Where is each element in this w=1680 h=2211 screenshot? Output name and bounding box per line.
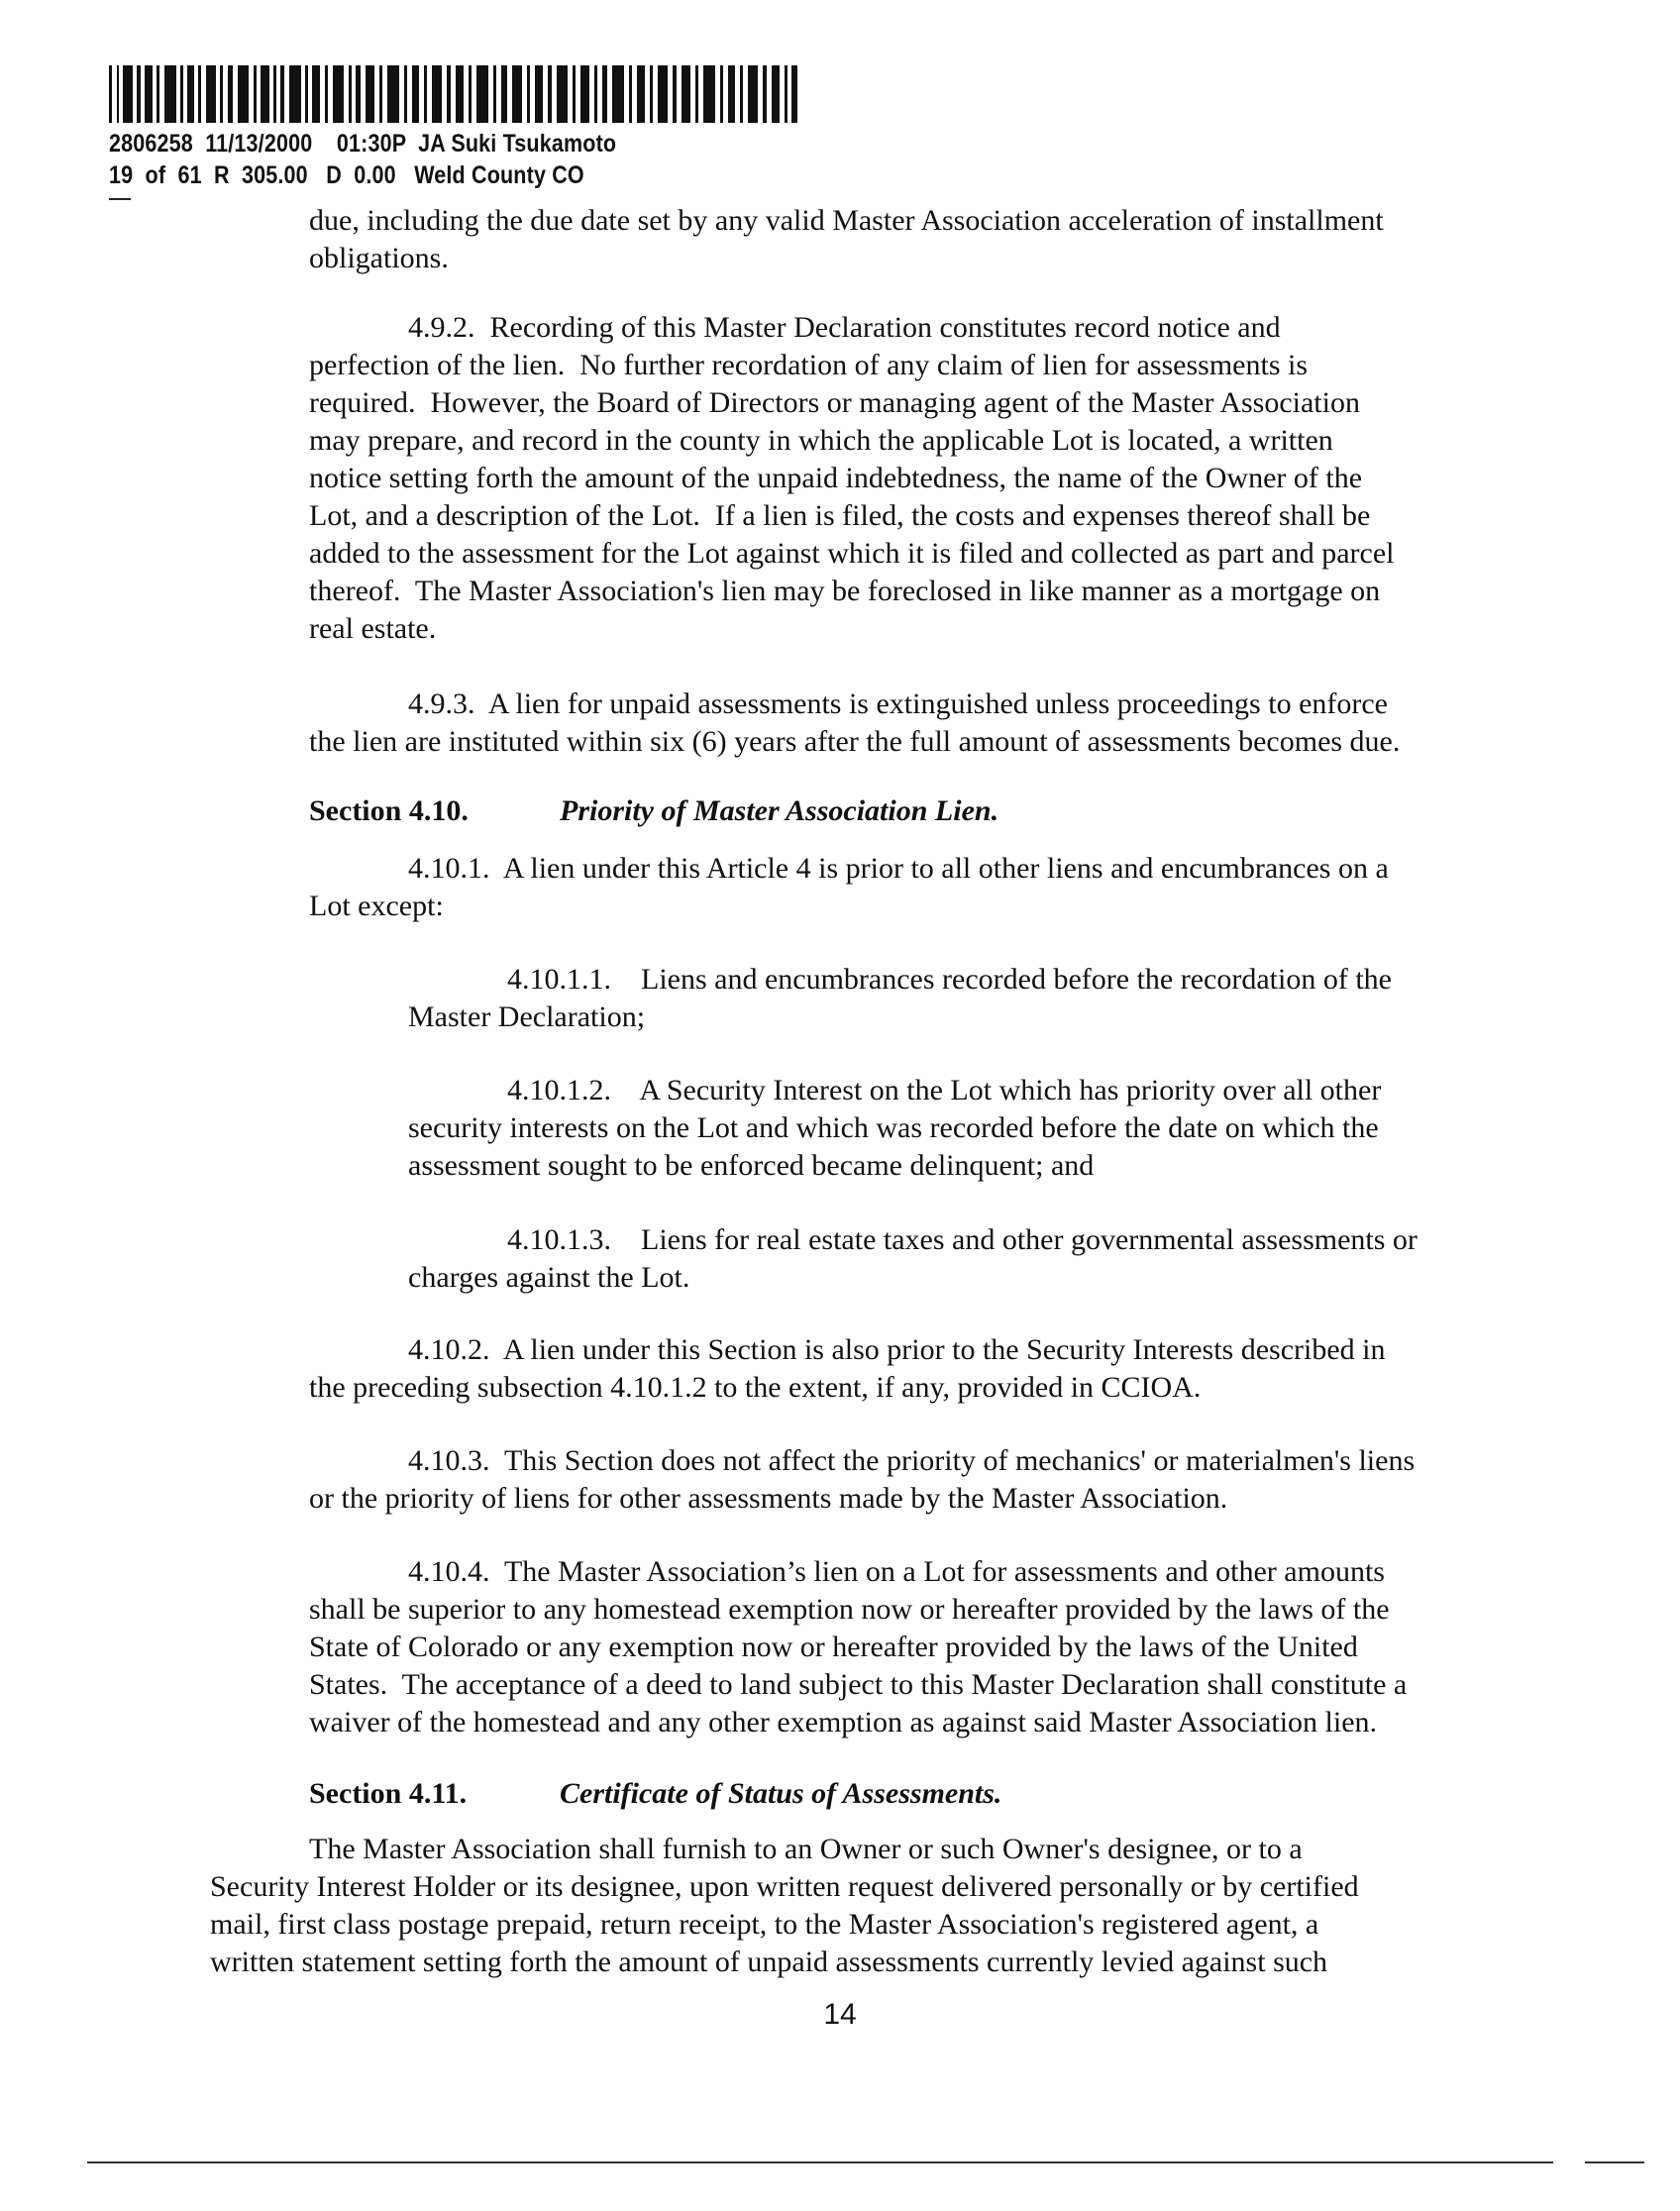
page-number: 14 (823, 1998, 857, 2031)
text-line: 4.10.1.2. A Security Interest on the Lot which has priority over all other (507, 1074, 1382, 1106)
text-line: added to the assessment for the Lot against which it is filed and collected as part and parcel (309, 537, 1395, 570)
footer-rule (87, 2161, 1553, 2163)
footer-rule-fragment (1585, 2161, 1644, 2163)
text-line: or the priority of liens for other assessments made by the Master Association. (309, 1482, 1228, 1515)
text-line: assessment sought to be enforced became delinquent; and (408, 1149, 1095, 1182)
text-line: perfection of the lien. No further recordation of any claim of lien for assessments is (309, 349, 1309, 381)
text-line: thereof. The Master Association's lien may be foreclosed in like manner as a mortgage on (309, 575, 1381, 607)
section-4-11-heading (309, 1775, 1001, 1813)
text-line: notice setting forth the amount of the unpaid indebtedness, the name of the Owner of the (309, 462, 1363, 494)
text-line: Lot except: (309, 890, 444, 922)
text-line: 4.10.1.3. Liens for real estate taxes and other governmental assessments or (507, 1223, 1418, 1256)
section-title: Certificate of Status of Assessments. (560, 1777, 1002, 1810)
text-line: due, including the due date set by any valid Master Association acceleration of installment (309, 204, 1384, 237)
section-number: Section 4.11. (309, 1777, 468, 1810)
text-line: may prepare, and record in the county in which the applicable Lot is located, a written (309, 424, 1333, 457)
text-line: 4.10.2. A lien under this Section is also prior to the Security Interests described in (408, 1333, 1386, 1366)
paragraph-4-9-3 (309, 685, 1400, 761)
recording-barcode (109, 65, 797, 123)
paragraph-4-11 (210, 1831, 1359, 1981)
text-line: States. The acceptance of a deed to land subject to this Master Declaration shall constitute a (309, 1668, 1408, 1701)
paragraph-4-10-2 (309, 1331, 1386, 1407)
paragraph-4-10-3 (309, 1442, 1415, 1518)
paragraph-4-10-1-2 (408, 1072, 1381, 1185)
text-line: charges against the Lot. (408, 1261, 690, 1294)
text-line: 4.10.1. A lien under this Article 4 is prior to all other liens and encumbrances on a (408, 852, 1389, 885)
continuation-paragraph (309, 202, 1384, 277)
text-line: State of Colorado or any exemption now or hereafter provided by the laws of the United (309, 1631, 1358, 1663)
paragraph-4-10-1-3 (408, 1221, 1418, 1297)
text-line: 4.9.2. Recording of this Master Declaration constitutes record notice and (408, 311, 1281, 344)
text-line: real estate. (309, 612, 437, 645)
section-number: Section 4.10. (309, 794, 469, 827)
text-line: Security Interest Holder or its designee, upon written request delivered personally or by certified (210, 1870, 1359, 1903)
text-line: The Master Association shall furnish to an Owner or such Owner's designee, or to a (309, 1833, 1303, 1865)
text-line: Master Declaration; (408, 1000, 646, 1033)
text-line: obligations. (309, 242, 449, 274)
section-4-10-heading (309, 792, 998, 830)
text-line: security interests on the Lot and which was recorded before the date on which the (408, 1111, 1379, 1144)
text-line: mail, first class postage prepaid, return receipt, to the Master Association's registered agent, a (210, 1908, 1319, 1941)
paragraph-4-10-4 (309, 1553, 1407, 1741)
recording-stamp-line-1: 2806258 11/13/2000 01:30P JA Suki Tsukamoto (109, 130, 617, 158)
recording-stamp-line-2: 19 of 61 R 305.00 D 0.00 Weld County CO (109, 161, 584, 189)
paragraph-4-9-2 (309, 309, 1394, 648)
text-line: the lien are instituted within six (6) years after the full amount of assessments becomes due. (309, 725, 1401, 758)
text-line: the preceding subsection 4.10.1.2 to the extent, if any, provided in CCIOA. (309, 1371, 1202, 1404)
text-line: 4.9.3. A lien for unpaid assessments is extinguished unless proceedings to enforce (408, 687, 1388, 720)
text-line: 4.10.4. The Master Association’s lien on a Lot for assessments and other amounts (408, 1555, 1385, 1588)
paragraph-4-10-1-1 (408, 961, 1392, 1036)
stamp-underline (109, 198, 131, 200)
section-title: Priority of Master Association Lien. (560, 794, 999, 827)
text-line: waiver of the homestead and any other exemption as against said Master Association lien. (309, 1706, 1378, 1738)
text-line: 4.10.1.1. Liens and encumbrances recorded before the recordation of the (507, 963, 1392, 996)
text-line: Lot, and a description of the Lot. If a lien is filed, the costs and expenses thereof shall be (309, 499, 1371, 532)
text-line: written statement setting forth the amount of unpaid assessments currently levied against such (210, 1946, 1328, 1978)
text-line: shall be superior to any homestead exemption now or hereafter provided by the laws of the (309, 1593, 1390, 1626)
text-line: required. However, the Board of Directors or managing agent of the Master Association (309, 386, 1360, 419)
text-line: 4.10.3. This Section does not affect the priority of mechanics' or materialmen's liens (408, 1444, 1416, 1477)
paragraph-4-10-1 (309, 850, 1389, 925)
